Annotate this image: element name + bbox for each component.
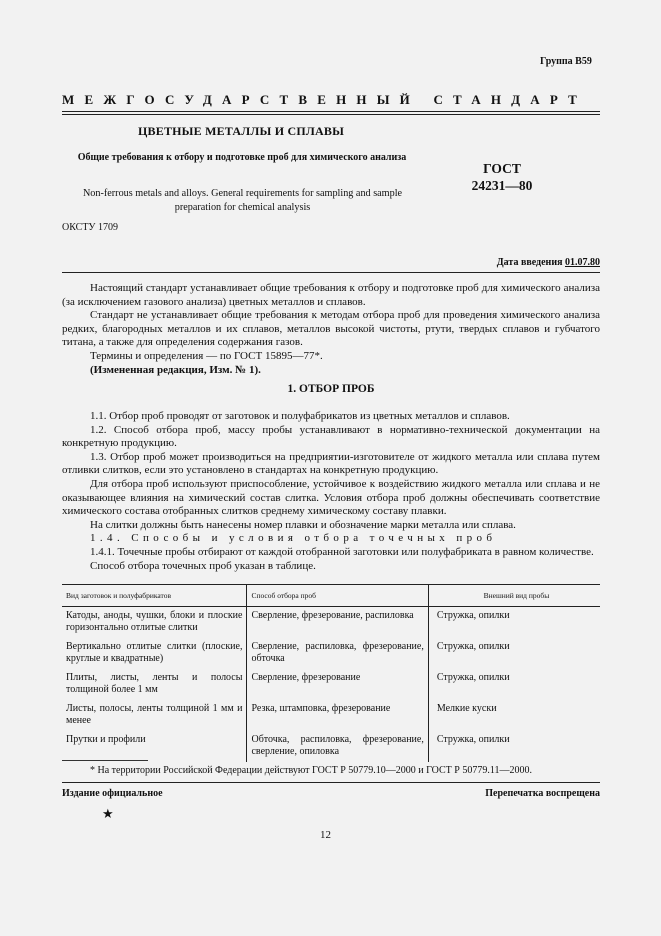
footnote-rule [62,760,148,761]
table-cell: Обточка, распиловка, фрезерование, сверление, опиловка [247,731,428,762]
page-number: 12 [320,829,331,841]
effective-date [497,257,600,268]
table-cell: Листы, полосы, ленты толщиной 1 мм и менее [66,703,243,726]
official-edition: Издание официальное [62,788,163,799]
gost-label: ГОСТ [483,161,521,176]
table-row [62,638,600,669]
table-header: Вид заготовок и полуфабрикатов [62,585,247,607]
table-cell: Мелкие куски [428,700,600,731]
table-cell: Стружка, опилки [428,669,600,700]
table-row [62,731,600,762]
clause-1-4: 1.4. Способы и условия отбора точечных проб [90,532,497,545]
table-row [62,700,600,731]
group-code: Группа В59 [540,56,592,67]
footer-rule [62,782,600,783]
star-icon: ★ [102,806,114,821]
table-row [62,669,600,700]
section-heading: 1. ОТБОР ПРОБ [287,383,375,395]
table-header: Внешний вид пробы [428,585,600,607]
header-rule-top [62,111,600,112]
clause-1-3-b: Для отбора проб используют приспособление, устойчивое к воздействию жидкого металла или сплава и не оказывающее влияния на химический состав слитка. Условия отбора проб должны обеспечивать соответствие химического состава отобранных слитков среднему химическому составу плавки. [62,477,600,518]
intro-text [62,282,600,377]
table-cell: Резка, штамповка, фрезерование [247,700,428,731]
footnote: * На территории Российской Федерации действуют ГОСТ Р 50779.10—2000 и ГОСТ Р 50779.11—2000. [90,765,532,776]
table-header: Способ отбора проб [247,585,428,607]
table-cell: Прутки и профили [66,734,146,745]
table-cell: Стружка, опилки [428,638,600,669]
table-cell: Сверление, фрезерование [247,669,428,700]
table-intro: Способ отбора точечных проб указан в таблице. [90,559,316,572]
section-text [62,410,600,573]
table-cell: Стружка, опилки [428,731,600,762]
document-title: ЦВЕТНЫЕ МЕТАЛЛЫ И СПЛАВЫ [138,124,345,138]
english-title: Non-ferrous metals and alloys. General requirements for sampling and sample preparation for chemical analysis [82,188,403,213]
gost-designation [462,160,542,194]
intro-paragraph: Настоящий стандарт устанавливает общие требования к отбору и подготовке проб для химического анализа (за исключением газового анализа) цветных металлов и сплавов. [62,282,600,308]
intro-paragraph: Термины и определения — по ГОСТ 15895—77*. [90,349,323,362]
clause-1-4-1: 1.4.1. Точечные пробы отбирают от каждой отобранной заготовки или полуфабриката в равном количестве. [90,545,594,558]
sampling-table [62,584,600,762]
document-subtitle: Общие требования к отбору и подготовке проб для химического анализа [77,152,407,163]
oksty-code: ОКСТУ 1709 [62,222,119,233]
reprint-prohibited: Перепечатка воспрещена [485,788,600,799]
clause-1-2: 1.2. Способ отбора проб, массу пробы устанавливают в нормативно-технической документации на конкретную продукцию. [62,423,600,450]
table-cell: Сверление, фрезерование, распиловка [247,607,428,639]
clause-1-3: 1.3. Отбор проб может производиться на предприятии-изготовителе от жидкого металла или сплава путем отливки слитков, если это установлено в стандартах на конкретную продукцию. [62,450,600,477]
table-cell: Катоды, аноды, чушки, блоки и плоские горизонтально отлитые слитки [66,610,243,633]
gost-number: 24231—80 [471,178,533,193]
header-rule-bottom [62,114,600,115]
table-row [62,607,600,639]
clause-1-3-c: На слитки должны быть нанесены номер плавки и обозначение марки металла или сплава. [90,518,516,531]
date-rule [62,272,600,273]
table-cell: Стружка, опилки [428,607,600,639]
date-value: 01.07.80 [565,257,600,268]
table-cell: Вертикально отлитые слитки (плоские, круглые и квадратные) [66,641,243,664]
amendment-note: (Измененная редакция, Изм. № 1). [90,363,261,376]
table-header-row [62,585,600,607]
date-label: Дата введения [496,257,563,268]
table-cell: Плиты, листы, ленты и полосы толщиной более 1 мм [66,672,243,695]
table-cell: Сверление, распиловка, фрезерование, обточка [247,638,428,669]
standard-type: МЕЖГОСУДАРСТВЕННЫЙ СТАНДАРТ [62,92,588,107]
clause-1-1: 1.1. Отбор проб проводят от заготовок и полуфабрикатов из цветных металлов и сплавов. [90,410,510,422]
intro-paragraph: Стандарт не устанавливает общие требования к методам отбора проб для проведения химического анализа редких, благородных металлов и их сплавов, металлов высокой чистоты, ртути, твердых сплавов и губчатого титана, а также для определения содержания газов. [62,309,600,349]
